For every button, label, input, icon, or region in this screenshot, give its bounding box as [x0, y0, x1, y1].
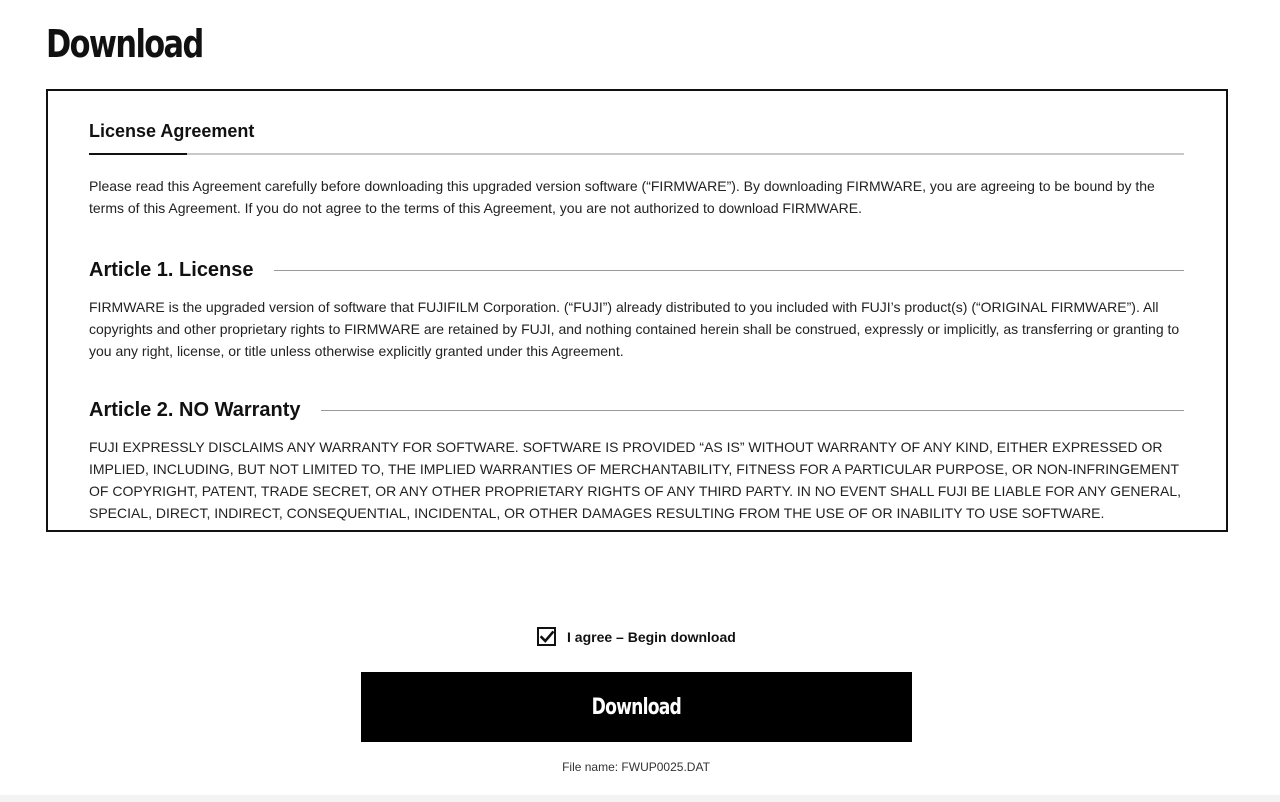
page-title: Download	[46, 22, 203, 66]
article-2-title: Article 2. NO Warranty	[89, 399, 301, 421]
checkmark-icon	[540, 630, 554, 644]
download-button[interactable]	[361, 672, 912, 742]
article-2-divider	[321, 410, 1184, 411]
license-intro-text: Please read this Agreement carefully before downloading this upgraded version software (“FIRMWARE”). By downloading FIRMWARE, you are agreeing to be bound by the terms of this Agreement. If you do not agree to the terms of this Agreement, you are not authorized to download FIRMWARE.	[89, 178, 1155, 216]
article-2-body: FUJI EXPRESSLY DISCLAIMS ANY WARRANTY FOR SOFTWARE. SOFTWARE IS PROVIDED “AS IS” WITHOUT WARRANTY OF ANY KIND, EITHER EXPRESSED OR IMPLIED, INCLUDING, BUT NOT LIMITED TO, THE IMPLIED WARRANTIES OF MERCHANTABILITY, FITNESS FOR A PARTICULAR PURPOSE, OR NON-INFRINGEMENT OF COPYRIGHT, PATENT, TRADE SECRET, OR ANY OTHER PROPRIETARY RIGHTS OF ANY THIRD PARTY. IN NO EVENT SHALL FUJI BE LIABLE FOR ANY GENERAL, SPECIAL, DIRECT, INDIRECT, CONSEQUENTIAL, INCIDENTAL, OR OTHER DAMAGES RESULTING FROM THE USE OF OR INABILITY TO USE SOFTWARE.	[89, 439, 1181, 521]
agree-checkbox[interactable]	[537, 627, 556, 646]
license-agreement-box[interactable]	[46, 89, 1228, 532]
article-1-heading-row	[89, 259, 1184, 282]
license-agreement-heading: License Agreement	[89, 121, 255, 141]
article-1-body: FIRMWARE is the upgraded version of software that FUJIFILM Corporation. (“FUJI”) already distributed to you included with FUJI’s product(s) (“ORIGINAL FIRMWARE”). All copyrights and other proprietary rights to FIRMWARE are retained by FUJI, and nothing contained herein shall be construed, expressly or implicitly, as transferring or granting to you any right, license, or title unless otherwise explicitly granted under this Agreement.	[89, 299, 1180, 359]
download-button-label: Download	[591, 694, 682, 720]
heading-divider-accent	[89, 153, 187, 155]
footer-strip	[0, 795, 1280, 802]
file-name-text: File name: FWUP0025.DAT	[562, 760, 710, 774]
agree-checkbox-row[interactable]	[537, 627, 736, 646]
heading-divider	[89, 153, 1184, 155]
article-2-heading-row	[89, 399, 1184, 422]
agree-label: I agree – Begin download	[567, 628, 736, 645]
article-1-divider	[274, 270, 1184, 271]
article-1-title: Article 1. License	[89, 259, 254, 281]
